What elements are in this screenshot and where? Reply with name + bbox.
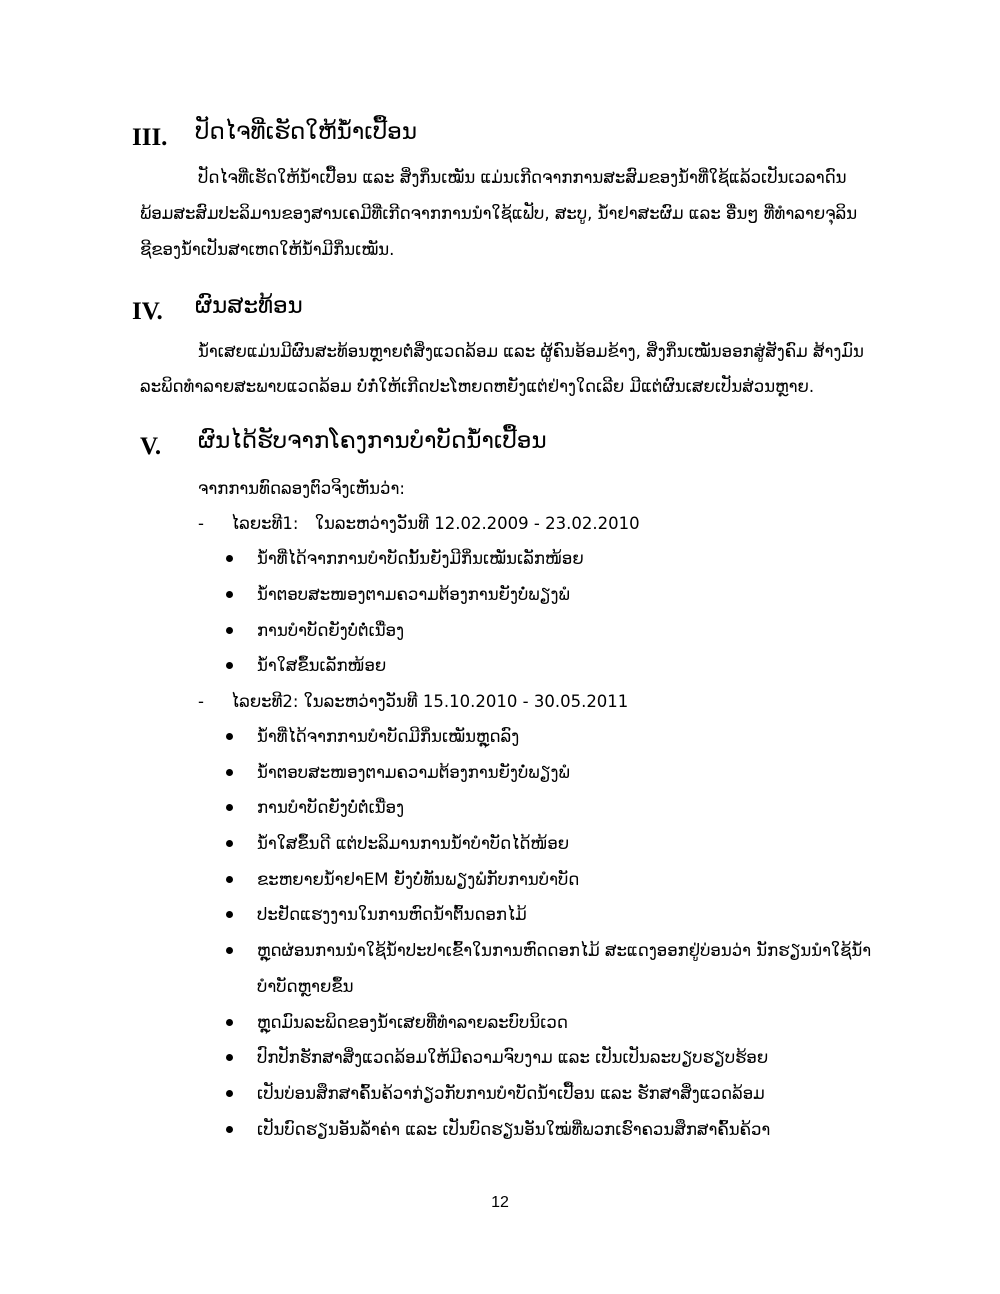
section-3-number: III. — [132, 124, 168, 151]
section-5-intro: ຈາກການທົດລອງຕົວຈິງເຫັນວ່າ: — [198, 479, 405, 498]
bullet-icon — [226, 1090, 233, 1097]
bullet-icon — [226, 662, 233, 669]
section-4-line: ນ້ຳເສຍແມ່ນມີຜົນສະທ້ອນຫຼາຍຕໍ່ສິ່ງແວດລ້ອມ ແລະ ຜູ້ຄົນອ້ອມຂ້າງ, ສິ່ງກິ່ນເໝັນອອກສູ່ສັງຄົມ ສ້າງມົນ — [198, 342, 864, 361]
phase-1-line — [198, 514, 698, 536]
bullet-icon — [226, 733, 233, 740]
section-5-title: ຜົນໄດ້ຮັບຈາກໂຄງການບຳບັດນ້ຳເປື້ອນ — [198, 428, 547, 454]
phase-2-label: ໄລຍະທີ2: ໃນລະຫວ່າງວັນທີ 15.10.2010 - 30.05.2011 — [231, 692, 629, 711]
document-page: III. ປັດໄຈທີ່ເຮັດໃຫ້ນ້ຳເປື້ອນ ປັດໄຈທີ່ເຮັດໃຫ້ນ້ຳເປື້ອນ ແລະ ສິ່ງກິ່ນເໝັນ ແມ່ນເກີດຈາກການສະສົມຂອງນ້ຳທີ່ໃຊ້ແລ້ວເປັນເວລາດົນ ພ້ອມສະສົມປະລິມານຂອງສານເຄມີທີ່ເກີດຈາກການນຳໃຊ້ແຟັບ, ສະບູ, ນ້ຳຢາສະຜົມ ແລະ ອື່ນໆ ທີ່ທຳລາຍຈຸລິນ ຊີຂອງນ້ຳເປັນສາເຫດໃຫ້ນ້ຳມີກິ່ນເໝັນ. IV. ຜົນສະທ້ອນ ນ້ຳເສຍແມ່ນມີຜົນສະທ້ອນຫຼາຍຕໍ່ສິ່ງແວດລ້ອມ ແລະ ຜູ້ຄົນອ້ອມຂ້າງ, ສິ່ງກິ່ນເໝັນອອກສູ່ສັງຄົມ ສ້າງມົນ ລະພິດທຳລາຍສະພາບແວດລ້ອມ ບໍ່ກໍ່ໃຫ້ເກີດປະໂຫຍດຫຍັງແຕ່ຢ່າງໃດເລີຍ ມີແຕ່ຜົນເສຍເປັນສ່ວນຫຼາຍ. V. ຜົນໄດ້ຮັບຈາກໂຄງການບຳບັດນ້ຳເປື້ອນ ຈາກການທົດລອງຕົວຈິງເຫັນວ່າ: - ໄລຍະທີ1: ໃນລະຫວ່າງວັນທີ 12.02.2009 - 23.02.2010 ນ້ຳທີ່ໄດ້ຈາກການບຳບັດນັ້ນຍັງມີກິ່ນເໝັນເລັກໜ້ອຍ ນ້ຳຕອບສະໜອງຕາມຄວາມຕ້ອງການຍັງບໍ່ພຽງພໍ ການບຳບັດຍັງບໍ່ຕໍ່ເນື່ອງ ນ້ຳໃສຂຶ້ນເລັກໜ້ອຍ - ໄລຍະທີ2: ໃນລະຫວ່າງວັນທີ 15.10.2010 - 30.05.2011 ນ້ຳທີ່ໄດ້ຈາກການບຳບັດມີກິ່ນເໝັນຫຼຸດລົງ ນ້ຳຕອບສະໜອງຕາມຄວາມຕ້ອງການຍັງບໍ່ພຽງພໍ ການບຳບັດຍັງບໍ່ຕໍ່ເນື່ອງ ນ້ຳໃສຂຶ້ນດີ ແຕ່ປະລິມານການນ້ຳບຳບັດໄດ້ໜ້ອຍ ຂະຫຍາຍນ້ຳຢາEM ຍັງບໍ່ທັນພຽງພໍກັບການບຳບັດ ປະຢັດແຮງງານໃນການຫົດນ້ຳຕົ້ນດອກໄມ້ ຫຼຸດຜ່ອນການນຳໃຊ້ນ້ຳປະປາເຂົ້າໃນການຫົດດອກໄມ້ ສະແດງອອກຢູ່ບ່ອນວ່າ ນັກຮຽນນຳໃຊ້ນ້ຳ ບຳບັດຫຼາຍຂຶ້ນ ຫຼຸດມົນລະພິດຂອງນ້ຳເສຍທີ່ທຳລາຍລະບົບນິເວດ ປົກປັກຮັກສາສິ່ງແວດລ້ອມໃຫ້ມີຄວາມຈົບງາມ ແລະ ເປັນເປັນລະບຽບຮຽບຮ້ອຍ ເປັນບ່ອນສຶກສາຄົ້ນຄ້ວາກ່ຽວກັບການບຳບັດນ້ຳເປື້ອນ ແລະ ຮັກສາສິ່ງແວດລ້ອມ ເປັນບົດຮຽນອັນລ້ຳຄ່າ ແລະ ເປັນບົດຮຽນອັນໃໝ່ທີ່ພວກເຮົາຄວນສຶກສາຄົ້ນຄ້ວາ 12 — [0, 0, 1000, 1294]
phase-2-line — [198, 692, 698, 714]
bullet-icon — [226, 591, 233, 598]
bullet-icon — [226, 804, 233, 811]
bullet-icon — [226, 876, 233, 883]
section-3-line: ປັດໄຈທີ່ເຮັດໃຫ້ນ້ຳເປື້ອນ ແລະ ສິ່ງກິ່ນເໝັນ ແມ່ນເກີດຈາກການສະສົມຂອງນ້ຳທີ່ໃຊ້ແລ້ວເປັນເວລາດົນ — [198, 168, 847, 187]
phase-1-dash: - — [198, 514, 204, 533]
phase-1-label: ໄລຍະທີ1: — [231, 514, 299, 533]
bullet-icon — [226, 1126, 233, 1133]
section-3-title: ປັດໄຈທີ່ເຮັດໃຫ້ນ້ຳເປື້ອນ — [195, 119, 418, 145]
phase-1-dates: ໃນລະຫວ່າງວັນທີ 12.02.2009 - 23.02.2010 — [315, 514, 640, 533]
section-4-line: ລະພິດທຳລາຍສະພາບແວດລ້ອມ ບໍ່ກໍ່ໃຫ້ເກີດປະໂຫຍດຫຍັງແຕ່ຢ່າງໃດເລີຍ ມີແຕ່ຜົນເສຍເປັນສ່ວນຫຼາຍ. — [140, 377, 815, 396]
bullet-icon — [226, 1054, 233, 1061]
phase-2-dash: - — [198, 692, 204, 711]
bullet-icon — [226, 1019, 233, 1026]
bullet-icon — [226, 769, 233, 776]
page-number: 12 — [491, 1194, 509, 1211]
section-4-number: IV. — [132, 298, 163, 325]
section-4-title: ຜົນສະທ້ອນ — [195, 293, 303, 319]
section-5-heading — [140, 428, 547, 461]
section-5-number: V. — [140, 433, 162, 460]
bullet-icon — [226, 627, 233, 634]
bullet-icon — [226, 947, 233, 954]
bullet-icon — [226, 911, 233, 918]
bullet-icon — [226, 840, 233, 847]
section-3-heading — [132, 119, 418, 152]
section-4-heading — [132, 293, 303, 326]
section-3-line: ຊີຂອງນ້ຳເປັນສາເຫດໃຫ້ນ້ຳມີກິ່ນເໝັນ. — [140, 240, 395, 259]
bullet-icon — [226, 555, 233, 562]
section-3-line: ພ້ອມສະສົມປະລິມານຂອງສານເຄມີທີ່ເກີດຈາກການນຳໃຊ້ແຟັບ, ສະບູ, ນ້ຳຢາສະຜົມ ແລະ ອື່ນໆ ທີ່ທຳລາຍຈຸລິນ — [140, 204, 858, 223]
